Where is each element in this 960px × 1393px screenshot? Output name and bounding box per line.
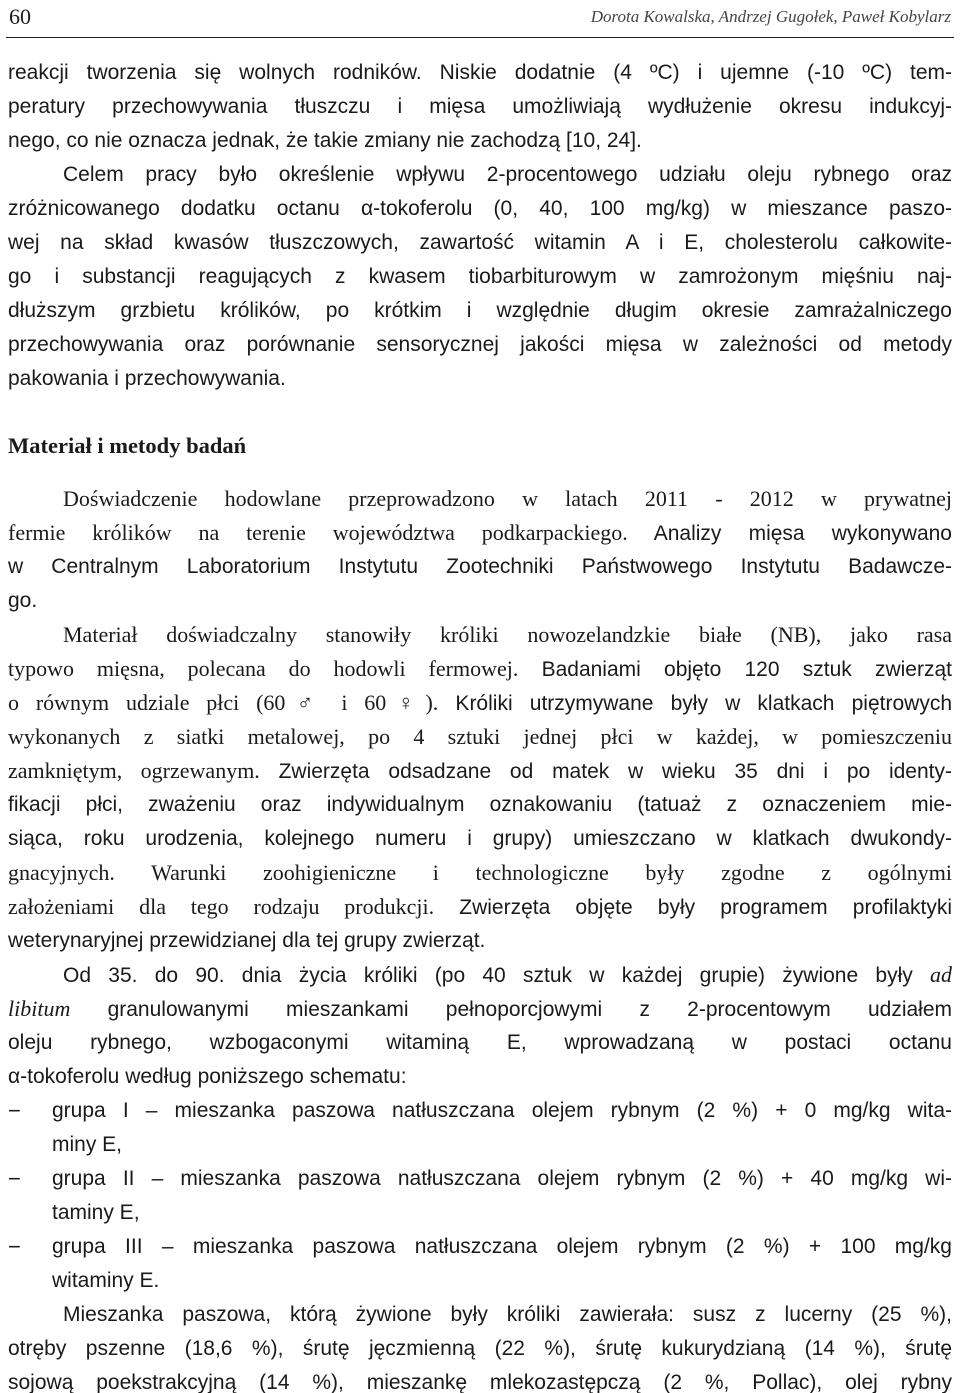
text-line: Od 35. do 90. dnia życia króliki (po 40 sztuk w każdej grupie) żywione były ad xyxy=(63,962,952,987)
text-line: Materiał doświadczalny stanowiły króliki nowozelandzkie białe (NB), jako rasa xyxy=(63,622,952,647)
text-line: otręby pszenne (18,6 %), śrutę jęczmienną (22 %), śrutę kukurydzianą (14 %), śrutę xyxy=(8,1337,952,1360)
text-line: wykonanych z siatki metalowej, po 4 sztuki jednej płci w każdej, w pomieszczeniu xyxy=(8,724,952,749)
text-line: siąca, roku urodzenia, kolejnego numeru i grupy) umieszczano w klatkach dwukondy- xyxy=(8,827,952,850)
text-line: gnacyjnych. Warunki zoohigieniczne i technologiczne były zgodne z ogólnymi xyxy=(8,860,952,885)
header-rule xyxy=(6,37,954,38)
paragraph-feeding xyxy=(8,958,952,1094)
text-line: witaminy E. xyxy=(52,1269,160,1292)
paragraph-experiment xyxy=(8,482,952,618)
text-line: oleju rybnego, wzbogaconymi witaminą E, wprowadzaną w postaci octanu xyxy=(8,1031,952,1054)
paragraph-feed-composition xyxy=(8,1298,952,1393)
text-line: grupa I – mieszanka paszowa natłuszczana olejem rybnym (2 %) + 0 mg/kg wita- xyxy=(52,1099,952,1122)
text-line: pakowania i przechowywania. xyxy=(8,367,286,390)
text-line: Celem pracy było określenie wpływu 2-procentowego udziału oleju rybnego oraz xyxy=(63,163,952,186)
paragraph-aim xyxy=(8,158,952,396)
body-text xyxy=(8,56,952,1393)
page-number: 60 xyxy=(9,4,31,29)
text-line: Doświadczenie hodowlane przeprowadzono w latach 2011 - 2012 w prywatnej xyxy=(63,486,952,511)
text-line: grupa II – mieszanka paszowa natłuszczana olejem rybnym (2 %) + 40 mg/kg wi- xyxy=(52,1167,952,1190)
text-line: go. xyxy=(8,589,38,612)
spacer xyxy=(8,396,952,429)
dash-bullet: − xyxy=(8,1166,21,1191)
paragraph-material xyxy=(8,618,952,958)
spacer xyxy=(8,463,952,482)
text-line: peratury przechowywania tłuszczu i mięsa umożliwiają wydłużenie okresu indukcyj- xyxy=(8,95,952,118)
text-line: zróżnicowanego dodatku octanu α-tokoferolu (0, 40, 100 mg/kg) w mieszance paszo- xyxy=(8,197,952,220)
text-line: reakcji tworzenia się wolnych rodników. Niskie dodatnie (4 ºC) i ujemne (-10 ºC) tem- xyxy=(8,61,952,84)
text-line: założeniami dla tego rodzaju produkcji. Zwierzęta objęte były programem profilaktyki xyxy=(8,894,953,919)
text-line: Mieszanka paszowa, którą żywione były króliki zawierała: susz z lucerny (25 %), xyxy=(63,1303,952,1326)
text-line: fermie królików na terenie województwa podkarpackiego. Analizy mięsa wykonywano xyxy=(8,520,952,545)
text-line: typowo mięsna, polecana do hodowli fermowej. Badaniami objęto 120 sztuk zwierząt xyxy=(8,656,952,681)
paragraph-intro xyxy=(8,56,952,158)
list-item xyxy=(8,1094,952,1162)
text-line: fikacji płci, zważeniu oraz indywidualnym oznakowaniu (tatuaż z oznaczeniem mie- xyxy=(8,793,952,816)
list-item xyxy=(8,1162,952,1230)
text-line: przechowywania oraz porównanie sensorycznej jakości mięsa w zależności od metody xyxy=(8,333,952,356)
running-header-authors: Dorota Kowalska, Andrzej Gugołek, Paweł Kobylarz xyxy=(590,7,951,26)
list-item xyxy=(8,1230,952,1298)
text-line: w Centralnym Laboratorium Instytutu Zootechniki Państwowego Instytutu Badawcze- xyxy=(8,555,952,578)
dash-bullet: − xyxy=(8,1234,21,1259)
text-line: nego, co nie oznacza jednak, że takie zmiany nie zachodzą [10, 24]. xyxy=(8,129,642,152)
text-line: grupa III – mieszanka paszowa natłuszczana olejem rybnym (2 %) + 100 mg/kg xyxy=(52,1235,952,1258)
text-line: sojową poekstrakcyjną (14 %), mieszankę mlekozastępczą (2 %, Pollac), olej rybny xyxy=(8,1371,952,1393)
text-line: miny E, xyxy=(52,1133,123,1156)
text-line: go i substancji reagujących z kwasem tiobarbiturowym w zamrożonym mięśniu naj- xyxy=(8,265,952,288)
text-line: weterynaryjnej przewidzianej dla tej grupy zwierząt. xyxy=(8,929,486,952)
text-line: wej na skład kwasów tłuszczowych, zawartość witamin A i E, cholesterolu całkowite- xyxy=(8,231,952,254)
text-line: o równym udziale płci (60♂ i 60♀). Króliki utrzymywane były w klatkach piętrowych xyxy=(8,690,952,715)
dash-bullet: − xyxy=(8,1098,21,1123)
text-line: taminy E, xyxy=(52,1201,140,1224)
text-line: zamkniętym, ogrzewanym. Zwierzęta odsadzane od matek w wieku 35 dni i po identy- xyxy=(8,758,952,783)
text-line: α-tokoferolu według poniższego schematu: xyxy=(8,1065,407,1088)
group-list xyxy=(8,1094,952,1298)
section-heading: Materiał i metody badań xyxy=(8,433,247,458)
text-line: libitum granulowanymi mieszankami pełnoporcjowymi z 2-procentowym udziałem xyxy=(8,996,952,1021)
text-line: dłuższym grzbietu królików, po krótkim i względnie długim okresie zamrażalniczego xyxy=(8,299,952,322)
